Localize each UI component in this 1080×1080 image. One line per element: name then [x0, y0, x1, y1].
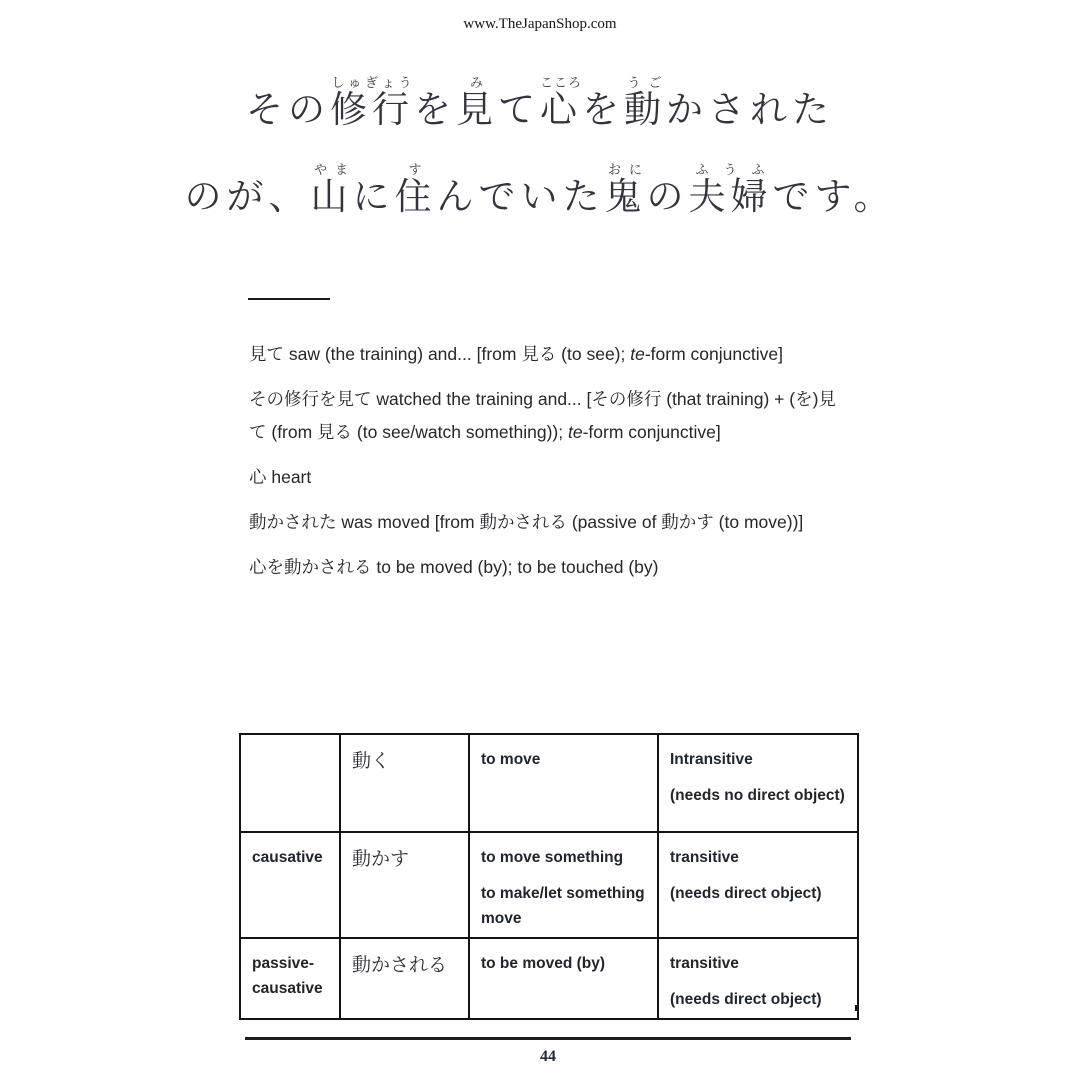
verb-forms-table [239, 733, 859, 1020]
cell-japanese: 動かす [340, 832, 469, 938]
cell-meaning: to be moved (by) [469, 938, 658, 1019]
table-next-row-cutoff [239, 1005, 857, 1011]
header-url: www.TheJapanShop.com [463, 16, 617, 32]
vocabulary-notes [249, 338, 853, 596]
table-row [240, 734, 858, 832]
cell-japanese: 動かされる [340, 938, 469, 1019]
heading-sentence-line-2: のが、山やまに住すんでいた鬼おにの夫婦ふうふです。 [184, 163, 896, 218]
cell-transitivity: Intransitive (needs no direct object) [658, 734, 858, 832]
section-divider [248, 298, 330, 300]
heading-sentence-line-1: その修行しゅぎょうを見みて心こころを動うごかされた [245, 76, 834, 131]
cell-meaning: to move [469, 734, 658, 832]
vocab-entry: その修行を見て watched the training and... [その修行 (that training) + (を)見て (from 見る (to see/watch something)); te-form conjunctive] [249, 389, 836, 442]
page-number: 44 [540, 1048, 556, 1065]
vocab-entry: 動かされた was moved [from 動かされる (passive of 動かす (to move))] [249, 512, 804, 532]
cell-japanese: 動く [340, 734, 469, 832]
footer-rule [245, 1037, 851, 1040]
vocab-entry: 心 heart [249, 467, 312, 487]
cell-transitivity: transitive (needs direct object) [658, 832, 858, 938]
vocab-entry: 見て saw (the training) and... [from 見る (to see); te-form conjunctive] [249, 344, 783, 364]
cell-form: passive-causative [240, 938, 340, 1019]
cell-transitivity: transitive (needs direct object) [658, 938, 858, 1019]
table-row [240, 832, 858, 938]
vocab-entry: 心を動かされる to be moved (by); to be touched (by) [249, 557, 659, 577]
cell-form: causative [240, 832, 340, 938]
cell-form [240, 734, 340, 832]
cell-meaning: to move something to make/let something move [469, 832, 658, 938]
